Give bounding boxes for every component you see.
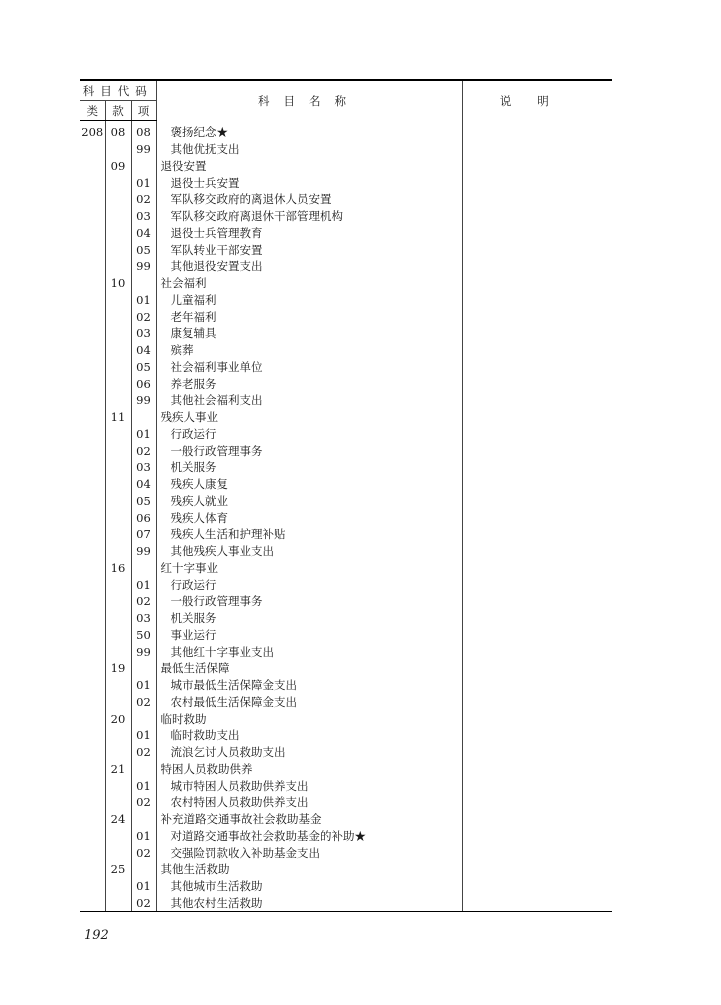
cell-xiang: 02 (131, 191, 156, 208)
cell-xiang: 04 (131, 342, 156, 359)
cell-subject-name: 其他城市生活救助 (156, 878, 462, 895)
cell-lei (80, 141, 105, 158)
cell-subject-name: 残疾人康复 (156, 476, 462, 493)
table-row (80, 744, 612, 761)
table-row (80, 643, 612, 660)
cell-subject-name: 临时救助支出 (156, 727, 462, 744)
table-row (80, 861, 612, 878)
cell-lei (80, 509, 105, 526)
cell-description (462, 627, 612, 644)
cell-subject-name: 农村特困人员救助供养支出 (156, 794, 462, 811)
cell-subject-name: 其他社会福利支出 (156, 392, 462, 409)
cell-subject-name: 军队转业干部安置 (156, 241, 462, 258)
table-row (80, 158, 612, 175)
cell-subject-name: 其他生活救助 (156, 861, 462, 878)
cell-subject-name: 最低生活保障 (156, 660, 462, 677)
cell-description (462, 258, 612, 275)
header-description: 说明 (462, 80, 612, 121)
cell-lei (80, 794, 105, 811)
cell-kuan (105, 694, 131, 711)
table-row (80, 292, 612, 309)
cell-subject-name: 机关服务 (156, 610, 462, 627)
cell-xiang (131, 710, 156, 727)
cell-kuan (105, 342, 131, 359)
cell-kuan: 08 (105, 121, 131, 141)
cell-subject-name: 红十字事业 (156, 560, 462, 577)
cell-xiang: 02 (131, 794, 156, 811)
cell-description (462, 878, 612, 895)
cell-description (462, 275, 612, 292)
table-row (80, 543, 612, 560)
table-row (80, 493, 612, 510)
cell-xiang: 02 (131, 694, 156, 711)
table-body (80, 121, 612, 912)
cell-lei (80, 828, 105, 845)
cell-kuan: 16 (105, 560, 131, 577)
table-row (80, 308, 612, 325)
cell-lei (80, 208, 105, 225)
table-row (80, 526, 612, 543)
cell-xiang (131, 560, 156, 577)
table-row (80, 141, 612, 158)
cell-lei (80, 191, 105, 208)
table-row (80, 459, 612, 476)
table-row (80, 409, 612, 426)
cell-kuan (105, 727, 131, 744)
cell-description (462, 895, 612, 912)
cell-kuan (105, 493, 131, 510)
cell-xiang: 03 (131, 325, 156, 342)
header-xiang: 项 (131, 101, 156, 121)
cell-subject-name: 其他优抚支出 (156, 141, 462, 158)
cell-kuan (105, 442, 131, 459)
cell-description (462, 493, 612, 510)
cell-subject-name: 其他农村生活救助 (156, 895, 462, 912)
table-row (80, 560, 612, 577)
cell-lei (80, 292, 105, 309)
cell-kuan (105, 593, 131, 610)
cell-description (462, 208, 612, 225)
cell-kuan: 20 (105, 710, 131, 727)
table-row (80, 191, 612, 208)
cell-xiang: 50 (131, 627, 156, 644)
cell-kuan (105, 141, 131, 158)
table-row (80, 895, 612, 912)
cell-lei (80, 744, 105, 761)
cell-xiang: 02 (131, 593, 156, 610)
cell-xiang: 05 (131, 359, 156, 376)
cell-kuan (105, 359, 131, 376)
cell-lei (80, 660, 105, 677)
cell-lei: 208 (80, 121, 105, 141)
cell-subject-name: 其他残疾人事业支出 (156, 543, 462, 560)
table-row (80, 878, 612, 895)
cell-lei (80, 342, 105, 359)
cell-kuan (105, 325, 131, 342)
cell-description (462, 121, 612, 141)
cell-kuan (105, 794, 131, 811)
cell-kuan: 25 (105, 861, 131, 878)
cell-xiang: 05 (131, 241, 156, 258)
cell-xiang: 01 (131, 878, 156, 895)
cell-lei (80, 593, 105, 610)
cell-lei (80, 677, 105, 694)
cell-subject-name: 退役士兵管理教育 (156, 225, 462, 242)
cell-lei (80, 275, 105, 292)
cell-kuan (105, 426, 131, 443)
cell-xiang: 02 (131, 744, 156, 761)
cell-description (462, 677, 612, 694)
cell-lei (80, 761, 105, 778)
cell-kuan: 19 (105, 660, 131, 677)
cell-subject-name: 行政运行 (156, 576, 462, 593)
cell-kuan (105, 895, 131, 912)
cell-description (462, 392, 612, 409)
cell-kuan (105, 828, 131, 845)
cell-subject-name: 军队移交政府离退休干部管理机构 (156, 208, 462, 225)
header-subject-code: 科目代码 (80, 80, 156, 101)
table-row (80, 476, 612, 493)
table-row (80, 375, 612, 392)
cell-lei (80, 325, 105, 342)
cell-lei (80, 627, 105, 644)
table-row (80, 174, 612, 191)
cell-xiang: 05 (131, 493, 156, 510)
cell-kuan (105, 174, 131, 191)
cell-subject-name: 对道路交通事故社会救助基金的补助★ (156, 828, 462, 845)
table-row (80, 208, 612, 225)
header-kuan: 款 (105, 101, 131, 121)
cell-description (462, 710, 612, 727)
cell-lei (80, 844, 105, 861)
cell-kuan (105, 292, 131, 309)
cell-kuan (105, 777, 131, 794)
cell-subject-name: 流浪乞讨人员救助支出 (156, 744, 462, 761)
cell-description (462, 861, 612, 878)
cell-description (462, 660, 612, 677)
cell-kuan (105, 208, 131, 225)
cell-lei (80, 241, 105, 258)
cell-kuan: 10 (105, 275, 131, 292)
cell-lei (80, 560, 105, 577)
cell-description (462, 359, 612, 376)
cell-description (462, 325, 612, 342)
cell-description (462, 576, 612, 593)
cell-description (462, 727, 612, 744)
cell-subject-name: 康复辅具 (156, 325, 462, 342)
cell-xiang (131, 811, 156, 828)
cell-subject-name: 其他红十字事业支出 (156, 643, 462, 660)
cell-subject-name: 特困人员救助供养 (156, 761, 462, 778)
cell-xiang: 99 (131, 392, 156, 409)
table-row (80, 727, 612, 744)
cell-kuan (105, 258, 131, 275)
cell-kuan (105, 543, 131, 560)
cell-description (462, 761, 612, 778)
cell-xiang: 01 (131, 576, 156, 593)
cell-description (462, 375, 612, 392)
cell-xiang: 99 (131, 141, 156, 158)
cell-lei (80, 526, 105, 543)
table-row (80, 761, 612, 778)
cell-description (462, 141, 612, 158)
cell-xiang: 03 (131, 610, 156, 627)
table-row (80, 627, 612, 644)
cell-subject-name: 社会福利事业单位 (156, 359, 462, 376)
cell-kuan (105, 225, 131, 242)
cell-kuan (105, 191, 131, 208)
cell-kuan (105, 241, 131, 258)
table-row (80, 258, 612, 275)
cell-kuan (105, 476, 131, 493)
table-row (80, 593, 612, 610)
table-row (80, 660, 612, 677)
cell-xiang: 01 (131, 777, 156, 794)
cell-subject-name: 机关服务 (156, 459, 462, 476)
cell-xiang (131, 761, 156, 778)
cell-description (462, 560, 612, 577)
table-row (80, 241, 612, 258)
cell-xiang (131, 660, 156, 677)
cell-subject-name: 行政运行 (156, 426, 462, 443)
cell-xiang: 02 (131, 442, 156, 459)
cell-description (462, 744, 612, 761)
cell-lei (80, 375, 105, 392)
cell-description (462, 509, 612, 526)
cell-description (462, 694, 612, 711)
cell-xiang: 08 (131, 121, 156, 141)
cell-lei (80, 459, 105, 476)
cell-lei (80, 308, 105, 325)
table-row (80, 844, 612, 861)
cell-subject-name: 临时救助 (156, 710, 462, 727)
cell-lei (80, 811, 105, 828)
cell-subject-name: 养老服务 (156, 375, 462, 392)
cell-kuan (105, 375, 131, 392)
cell-kuan (105, 526, 131, 543)
table-row (80, 610, 612, 627)
table-row (80, 694, 612, 711)
cell-lei (80, 878, 105, 895)
cell-xiang: 06 (131, 509, 156, 526)
cell-description (462, 811, 612, 828)
cell-description (462, 241, 612, 258)
cell-xiang (131, 409, 156, 426)
cell-subject-name: 交强险罚款收入补助基金支出 (156, 844, 462, 861)
cell-kuan (105, 643, 131, 660)
cell-subject-name: 残疾人就业 (156, 493, 462, 510)
cell-lei (80, 777, 105, 794)
table-row (80, 576, 612, 593)
cell-lei (80, 225, 105, 242)
cell-description (462, 610, 612, 627)
cell-subject-name: 补充道路交通事故社会救助基金 (156, 811, 462, 828)
cell-subject-name: 一般行政管理事务 (156, 442, 462, 459)
cell-description (462, 308, 612, 325)
cell-description (462, 643, 612, 660)
cell-description (462, 543, 612, 560)
cell-kuan (105, 844, 131, 861)
cell-lei (80, 258, 105, 275)
cell-description (462, 526, 612, 543)
table-row (80, 342, 612, 359)
cell-subject-name: 残疾人事业 (156, 409, 462, 426)
cell-lei (80, 610, 105, 627)
cell-description (462, 476, 612, 493)
page-number: 192 (84, 928, 109, 943)
table-row (80, 509, 612, 526)
cell-xiang: 06 (131, 375, 156, 392)
cell-kuan (105, 576, 131, 593)
cell-subject-name: 农村最低生活保障金支出 (156, 694, 462, 711)
cell-xiang: 99 (131, 643, 156, 660)
cell-subject-name: 事业运行 (156, 627, 462, 644)
cell-description (462, 342, 612, 359)
cell-description (462, 442, 612, 459)
cell-subject-name: 殡葬 (156, 342, 462, 359)
cell-subject-name: 退役士兵安置 (156, 174, 462, 191)
cell-xiang (131, 861, 156, 878)
cell-xiang (131, 275, 156, 292)
cell-lei (80, 359, 105, 376)
table-row (80, 325, 612, 342)
subject-code-table (80, 79, 612, 912)
table-row (80, 811, 612, 828)
cell-description (462, 828, 612, 845)
cell-xiang: 01 (131, 828, 156, 845)
cell-lei (80, 727, 105, 744)
cell-description (462, 426, 612, 443)
table-row (80, 677, 612, 694)
cell-xiang: 01 (131, 727, 156, 744)
cell-subject-name: 残疾人生活和护理补贴 (156, 526, 462, 543)
table-row (80, 828, 612, 845)
table-row (80, 777, 612, 794)
cell-xiang: 01 (131, 292, 156, 309)
table-row (80, 225, 612, 242)
cell-lei (80, 895, 105, 912)
cell-lei (80, 442, 105, 459)
cell-xiang: 04 (131, 476, 156, 493)
cell-kuan: 09 (105, 158, 131, 175)
table-row (80, 426, 612, 443)
cell-xiang: 02 (131, 895, 156, 912)
cell-xiang: 07 (131, 526, 156, 543)
cell-lei (80, 543, 105, 560)
header-subject-name: 科目名称 (156, 80, 462, 121)
cell-lei (80, 643, 105, 660)
cell-lei (80, 576, 105, 593)
cell-xiang: 01 (131, 677, 156, 694)
cell-kuan: 24 (105, 811, 131, 828)
cell-description (462, 777, 612, 794)
cell-kuan (105, 744, 131, 761)
cell-subject-name: 城市最低生活保障金支出 (156, 677, 462, 694)
cell-xiang: 01 (131, 174, 156, 191)
cell-description (462, 409, 612, 426)
cell-description (462, 459, 612, 476)
table-row (80, 794, 612, 811)
cell-subject-name: 老年福利 (156, 308, 462, 325)
cell-lei (80, 710, 105, 727)
cell-kuan (105, 392, 131, 409)
cell-xiang: 03 (131, 459, 156, 476)
cell-lei (80, 694, 105, 711)
cell-description (462, 593, 612, 610)
table-row (80, 392, 612, 409)
cell-xiang: 99 (131, 258, 156, 275)
cell-subject-name: 退役安置 (156, 158, 462, 175)
cell-subject-name: 一般行政管理事务 (156, 593, 462, 610)
cell-lei (80, 392, 105, 409)
table-row (80, 121, 612, 141)
cell-description (462, 794, 612, 811)
cell-xiang: 02 (131, 308, 156, 325)
cell-subject-name: 褒扬纪念★ (156, 121, 462, 141)
cell-description (462, 174, 612, 191)
cell-kuan (105, 627, 131, 644)
cell-description (462, 225, 612, 242)
cell-xiang: 02 (131, 844, 156, 861)
cell-xiang: 04 (131, 225, 156, 242)
cell-kuan: 11 (105, 409, 131, 426)
cell-lei (80, 158, 105, 175)
cell-lei (80, 861, 105, 878)
cell-xiang: 03 (131, 208, 156, 225)
cell-kuan (105, 459, 131, 476)
table-row (80, 275, 612, 292)
cell-xiang: 01 (131, 426, 156, 443)
cell-kuan (105, 677, 131, 694)
cell-kuan: 21 (105, 761, 131, 778)
cell-lei (80, 426, 105, 443)
cell-lei (80, 493, 105, 510)
cell-subject-name: 城市特困人员救助供养支出 (156, 777, 462, 794)
cell-description (462, 158, 612, 175)
table-row (80, 442, 612, 459)
cell-subject-name: 儿童福利 (156, 292, 462, 309)
cell-lei (80, 174, 105, 191)
cell-lei (80, 476, 105, 493)
cell-subject-name: 社会福利 (156, 275, 462, 292)
cell-kuan (105, 308, 131, 325)
cell-description (462, 844, 612, 861)
cell-lei (80, 409, 105, 426)
cell-kuan (105, 509, 131, 526)
cell-kuan (105, 878, 131, 895)
cell-description (462, 292, 612, 309)
cell-subject-name: 其他退役安置支出 (156, 258, 462, 275)
cell-xiang: 99 (131, 543, 156, 560)
cell-subject-name: 残疾人体育 (156, 509, 462, 526)
cell-kuan (105, 610, 131, 627)
cell-subject-name: 军队移交政府的离退休人员安置 (156, 191, 462, 208)
header-lei: 类 (80, 101, 105, 121)
table-row (80, 359, 612, 376)
table-row (80, 710, 612, 727)
cell-xiang (131, 158, 156, 175)
cell-description (462, 191, 612, 208)
